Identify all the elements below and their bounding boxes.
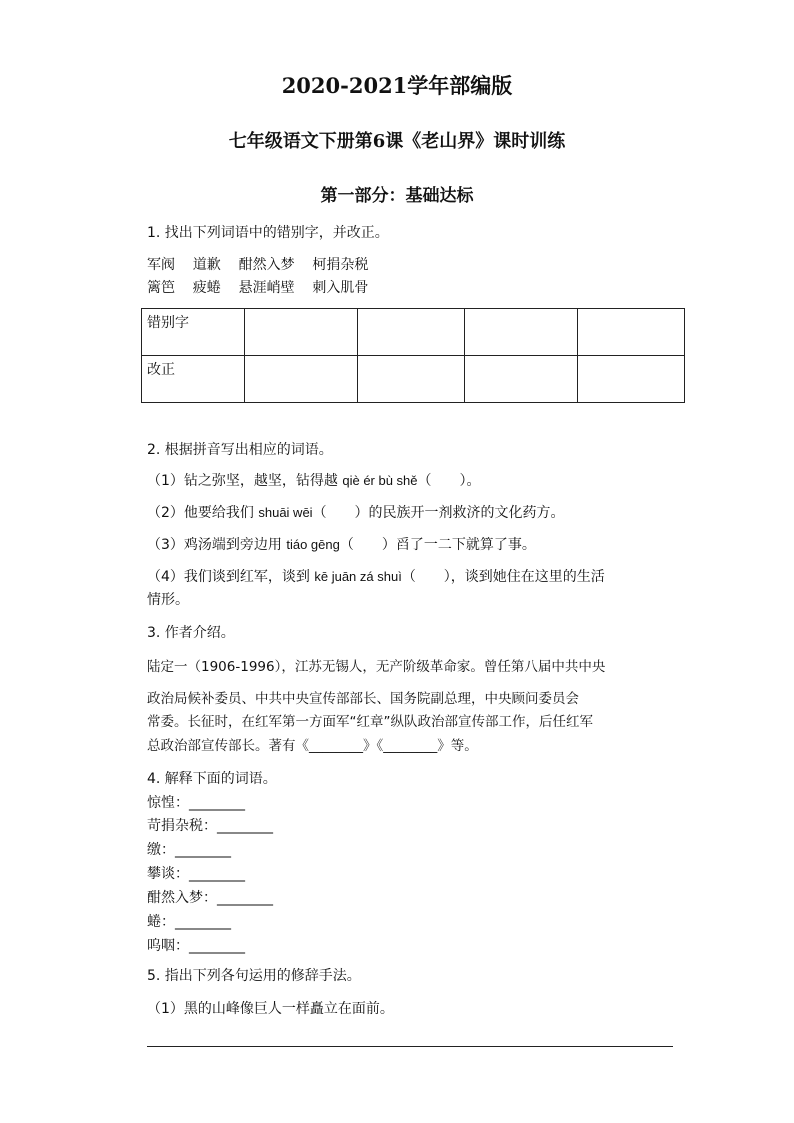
q2-item-text: （2）他要给我们 xyxy=(147,505,259,521)
q5-prompt: 5. 指出下列各句运用的修辞手法。 xyxy=(147,968,361,984)
document-subtitle: 七年级语文下册第6课《老山界》课时训练 xyxy=(228,131,566,152)
q2-item-text: （ ），谈到她住在这里的生活 xyxy=(401,569,605,585)
q4-item: 惊惶：________ xyxy=(147,795,245,811)
answer-cell[interactable] xyxy=(465,309,578,356)
answer-cell[interactable] xyxy=(578,309,685,356)
q4-item: 呜咽：________ xyxy=(147,938,245,954)
q2-item-2 xyxy=(147,502,565,522)
q2-item-text: （4）我们谈到红军，谈到 xyxy=(147,569,315,585)
q1-prompt: 1. 找出下列词语中的错别字，并改正。 xyxy=(147,225,389,241)
pinyin: tiáo gēng xyxy=(286,537,340,552)
q4-item: 蜷：________ xyxy=(147,914,231,930)
answer-cell[interactable] xyxy=(245,309,358,356)
q4-item: 攀谈：________ xyxy=(147,866,245,882)
q2-prompt: 2. 根据拼音写出相应的词语。 xyxy=(147,442,333,458)
pinyin: kē juān zá shuì xyxy=(314,569,402,584)
table-row-label: 错别字 xyxy=(142,309,245,356)
answer-line[interactable] xyxy=(147,1046,673,1047)
pinyin: shuāi wēi xyxy=(258,505,313,520)
q2-item-text: （3）鸡汤端到旁边用 xyxy=(147,537,287,553)
q2-item-text: （ ）舀了一二下就算了事。 xyxy=(339,537,536,553)
q2-item-text: （ ）。 xyxy=(417,473,481,489)
answer-cell[interactable] xyxy=(465,356,578,403)
q3-line: 总政治部宣传部长。著有《________》《________》等。 xyxy=(147,738,478,754)
q4-item: 苛捐杂税：________ xyxy=(147,818,273,834)
q2-item-3 xyxy=(147,534,536,554)
q5-item-1: （1）黑的山峰像巨人一样矗立在面前。 xyxy=(147,1001,394,1017)
table-row xyxy=(142,309,685,356)
answer-cell[interactable] xyxy=(245,356,358,403)
answer-cell[interactable] xyxy=(578,356,685,403)
q3-line: 政治局候补委员、中共中央宣传部部长、国务院副总理，中央顾问委员会 xyxy=(147,691,579,707)
q4-prompt: 4. 解释下面的词语。 xyxy=(147,771,277,787)
q4-item: 缴：________ xyxy=(147,842,231,858)
q1-words-line1: 军阀 道歉 酣然入梦 柯捐杂税 xyxy=(147,257,369,273)
q3-prompt: 3. 作者介绍。 xyxy=(147,625,235,641)
answer-cell[interactable] xyxy=(358,356,465,403)
document-title: 2020-2021学年部编版 xyxy=(281,73,513,98)
q2-item-text: （ ）的民族开一剂救济的文化药方。 xyxy=(312,505,565,521)
answer-cell[interactable] xyxy=(358,309,465,356)
q2-item-4-continued: 情形。 xyxy=(147,592,189,608)
table-row xyxy=(142,356,685,403)
q2-item-4 xyxy=(147,566,605,586)
q3-line: 陆定一（1906-1996），江苏无锡人，无产阶级革命家。曾任第八届中共中央 xyxy=(147,659,606,675)
table-row-label: 改正 xyxy=(142,356,245,403)
correction-table xyxy=(141,308,685,403)
part-heading: 第一部分：基础达标 xyxy=(320,186,474,206)
pinyin: qiè ér bù shě xyxy=(342,473,418,488)
q3-line: 常委。长征时，在红军第一方面军“红章”纵队政治部宣传部工作，后任红军 xyxy=(147,714,593,730)
q4-item: 酣然入梦：________ xyxy=(147,890,273,906)
q1-words-line2: 篱笆 疲蜷 悬涯峭壁 刺入肌骨 xyxy=(147,280,369,296)
q2-item-1 xyxy=(147,470,481,490)
q2-item-text: （1）钻之弥坚，越坚，钻得越 xyxy=(147,473,343,489)
